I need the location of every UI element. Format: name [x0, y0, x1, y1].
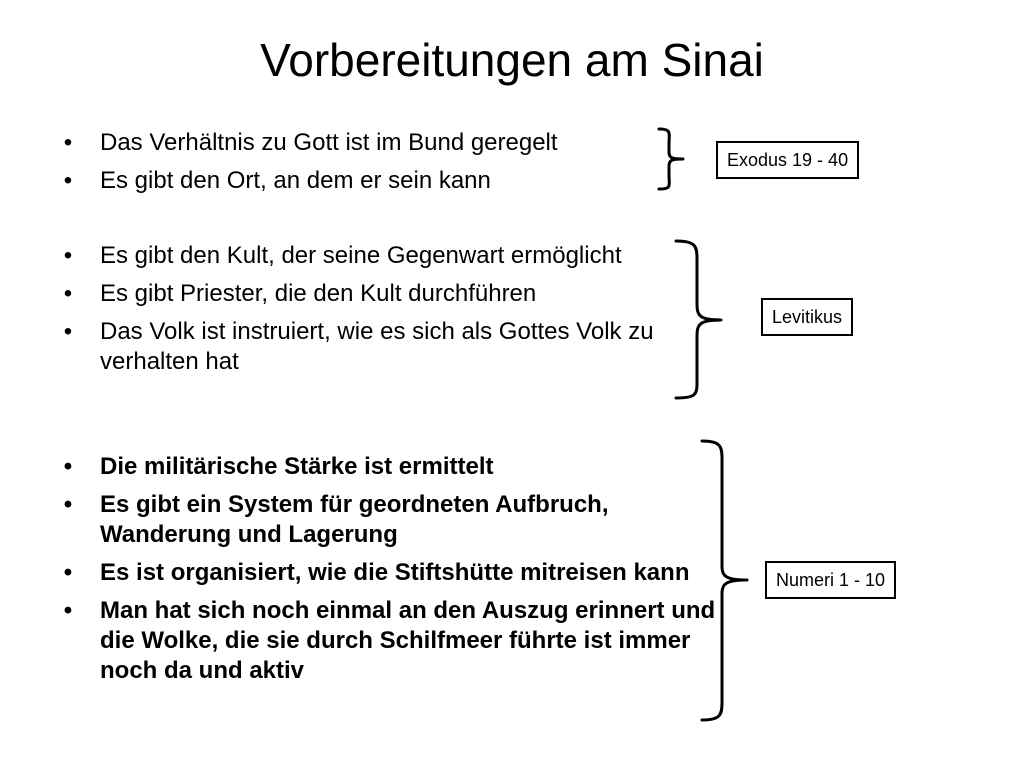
bullet-icon: •	[63, 491, 73, 518]
bullet-text: Es gibt den Ort, an dem er sein kann	[100, 167, 491, 194]
reference-box-numeri: Numeri 1 - 10	[765, 561, 896, 599]
bullet-icon: •	[63, 318, 73, 345]
bullet-text: Es gibt Priester, die den Kult durchführen	[100, 280, 537, 307]
bullet-icon: •	[63, 559, 73, 586]
bullet-text: Es gibt den Kult, der seine Gegenwart ermöglicht	[100, 242, 622, 269]
bullet-icon: •	[63, 129, 73, 156]
bullet-icon: •	[63, 597, 73, 624]
bullet-text: Das Verhältnis zu Gott ist im Bund geregelt	[100, 129, 558, 156]
bullet-icon: •	[63, 453, 73, 480]
reference-box-levitikus: Levitikus	[761, 298, 853, 336]
brace-exodus-icon	[659, 129, 683, 189]
bullet-text: Man hat sich noch einmal an den Auszug erinnert und die Wolke, die sie durch Schilfmeer führte ist immer noch da und aktiv	[100, 597, 716, 684]
bullet-icon: •	[63, 280, 73, 307]
brace-numeri-icon	[702, 441, 747, 720]
bullet-icon: •	[63, 167, 73, 194]
bullet-text: Das Volk ist instruiert, wie es sich als Gottes Volk zu verhalten hat	[100, 318, 654, 375]
reference-box-exodus: Exodus 19 - 40	[716, 141, 859, 179]
bullet-icon: •	[63, 242, 73, 269]
bullet-text: Es gibt ein System für geordneten Aufbruch, Wanderung und Lagerung	[100, 491, 609, 548]
bullet-text: Die militärische Stärke ist ermittelt	[100, 453, 494, 480]
slide-title: Vorbereitungen am Sinai	[260, 34, 764, 86]
bullet-text: Es ist organisiert, wie die Stiftshütte mitreisen kann	[100, 559, 690, 586]
brace-levitikus-icon	[676, 241, 721, 398]
